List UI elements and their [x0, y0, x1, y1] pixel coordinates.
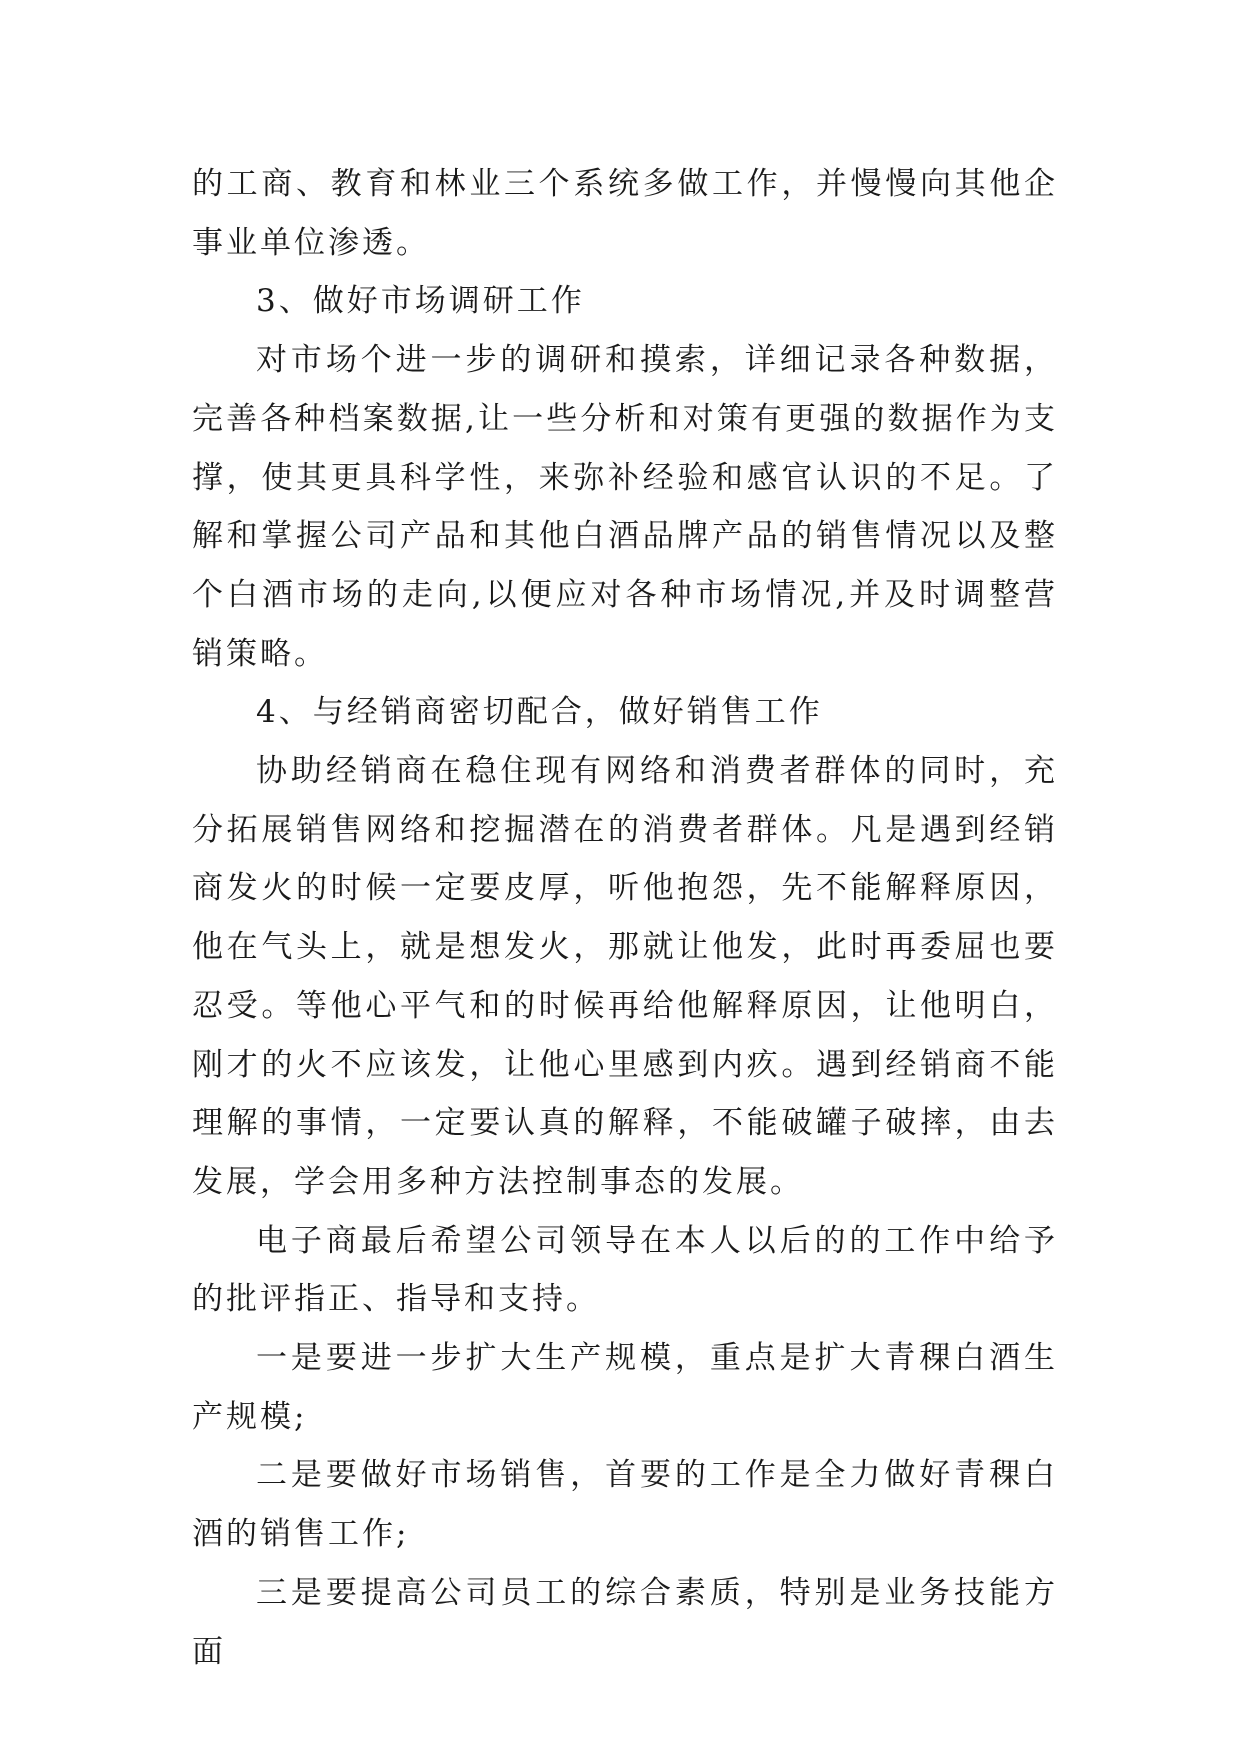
paragraph-dealer-cooperation: 协助经销商在稳住现有网络和消费者群体的同时，充分拓展销售网络和挖掘潜在的消费者群体。凡是遇到经销商发火的时候一定要皮厚，听他抱怨，先不能解释原因，他在气头上，就是想发火，那就让他发，此时再委屈也要忍受。等他心平气和的时候再给他解释原因，让他明白，刚才的火不应该发，让他心里感到内疚。遇到经销商不能理解的事情，一定要认真的解释，不能破罐子破摔，由去发展，学会用多种方法控制事态的发展。 — [192, 753, 1058, 1200]
heading-dealer-cooperation: 4、与经销商密切配合，做好销售工作 — [256, 694, 823, 731]
list-item-second: 二是要做好市场销售，首要的工作是全力做好青稞白酒的销售工作; — [192, 1457, 1058, 1553]
list-item-first: 一是要进一步扩大生产规模，重点是扩大青稞白酒生产规模; — [192, 1340, 1058, 1435]
document-body — [192, 155, 1058, 1681]
paragraph-market-research: 对市场个进一步的调研和摸索，详细记录各种数据，完善各种档案数据,让一些分析和对策有更强的数据作为支撑，使其更具科学性，来弥补经验和感官认识的不足。了解和掌握公司产品和其他白酒品牌产品的销售情况以及整个白酒市场的走向,以便应对各种市场情况,并及时调整营销策略。 — [192, 342, 1058, 672]
list-item-third: 三是要提高公司员工的综合素质，特别是业务技能方面 — [192, 1574, 1058, 1670]
paragraph-continuation: 的工商、教育和林业三个系统多做工作，并慢慢向其他企事业单位渗透。 — [192, 166, 1058, 261]
heading-market-research: 3、做好市场调研工作 — [256, 283, 585, 320]
paragraph-closing-request: 电子商最后希望公司领导在本人以后的的工作中给予的批评指正、指导和支持。 — [192, 1222, 1058, 1318]
